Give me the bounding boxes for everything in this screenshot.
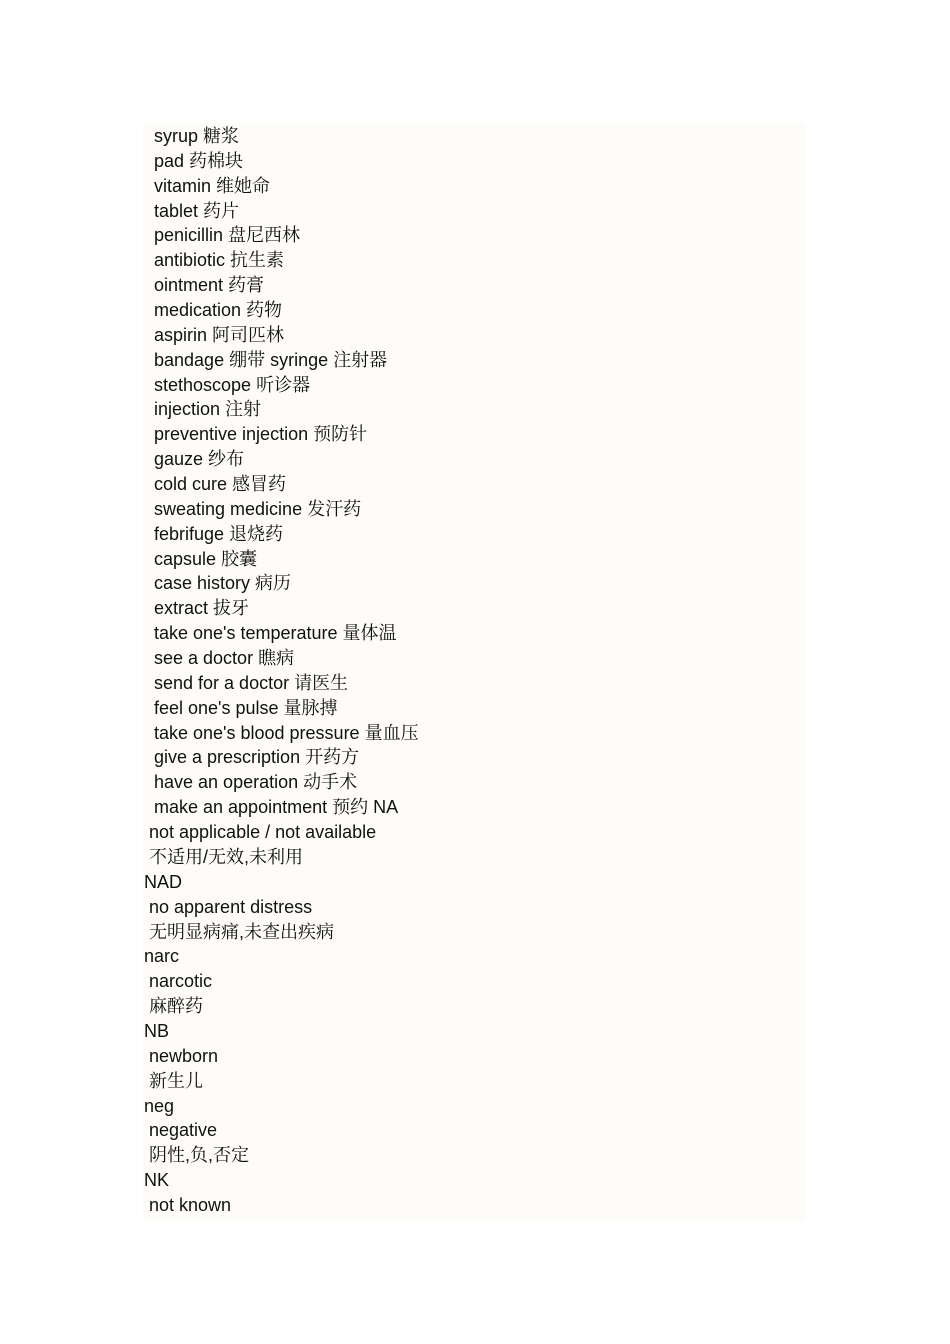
text-line: gauze 纱布 [154,449,245,470]
text-line: NK [144,1170,170,1191]
text-line: stethoscope 听诊器 [154,374,311,395]
text-line: make an appointment 预约 NA [154,797,399,818]
text-line: feel one's pulse 量脉搏 [154,697,338,718]
text-line: newborn [149,1045,219,1066]
text-line: vitamin 维她命 [154,175,271,196]
text-line: aspirin 阿司匹林 [154,324,285,345]
text-line: case history 病历 [154,573,292,594]
text-line: antibiotic 抗生素 [154,250,285,271]
text-line: capsule 胶囊 [154,548,258,569]
text-line: neg [144,1095,175,1116]
text-line: ointment 药膏 [154,275,265,296]
text-line: take one's blood pressure 量血压 [154,722,419,743]
text-line: cold cure 感冒药 [154,474,287,495]
text-line: 不适用/无效,未利用 [149,846,304,867]
text-line: send for a doctor 请医生 [154,672,349,693]
text-line: NB [144,1020,170,1041]
text-line: 麻醉药 [149,996,203,1017]
text-line: injection 注射 [154,399,262,420]
text-line: syrup 糖浆 [154,126,240,146]
text-line: NAD [144,871,183,892]
text-line: see a doctor 瞧病 [154,648,295,669]
text-line: have an operation 动手术 [154,772,358,793]
text-line: tablet 药片 [154,200,240,221]
document-text [0,124,950,1218]
text-line: negative [149,1120,218,1141]
text-line: bandage 绷带 syringe 注射器 [154,349,388,370]
text-line: take one's temperature 量体温 [154,623,397,644]
text-line: pad 药棉块 [154,150,244,171]
text-line: not applicable / not available [149,822,377,843]
text-line: no apparent distress [149,896,313,917]
text-line: sweating medicine 发汗药 [154,498,362,519]
text-line: 阴性,负,否定 [149,1145,250,1166]
text-line: 新生儿 [149,1070,203,1091]
text-line: penicillin 盘尼西林 [154,225,301,246]
text-line: extract 拔牙 [154,598,250,619]
text-line: give a prescription 开药方 [154,747,360,768]
text-line: narcotic [149,971,213,992]
text-line: medication 药物 [154,300,283,321]
text-line: narc [144,946,180,967]
text-line: preventive injection 预防针 [154,424,368,445]
text-line: not known [149,1194,232,1215]
text-line: 无明显病痛,未查出疾病 [149,921,334,942]
text-line: febrifuge 退烧药 [154,523,284,544]
